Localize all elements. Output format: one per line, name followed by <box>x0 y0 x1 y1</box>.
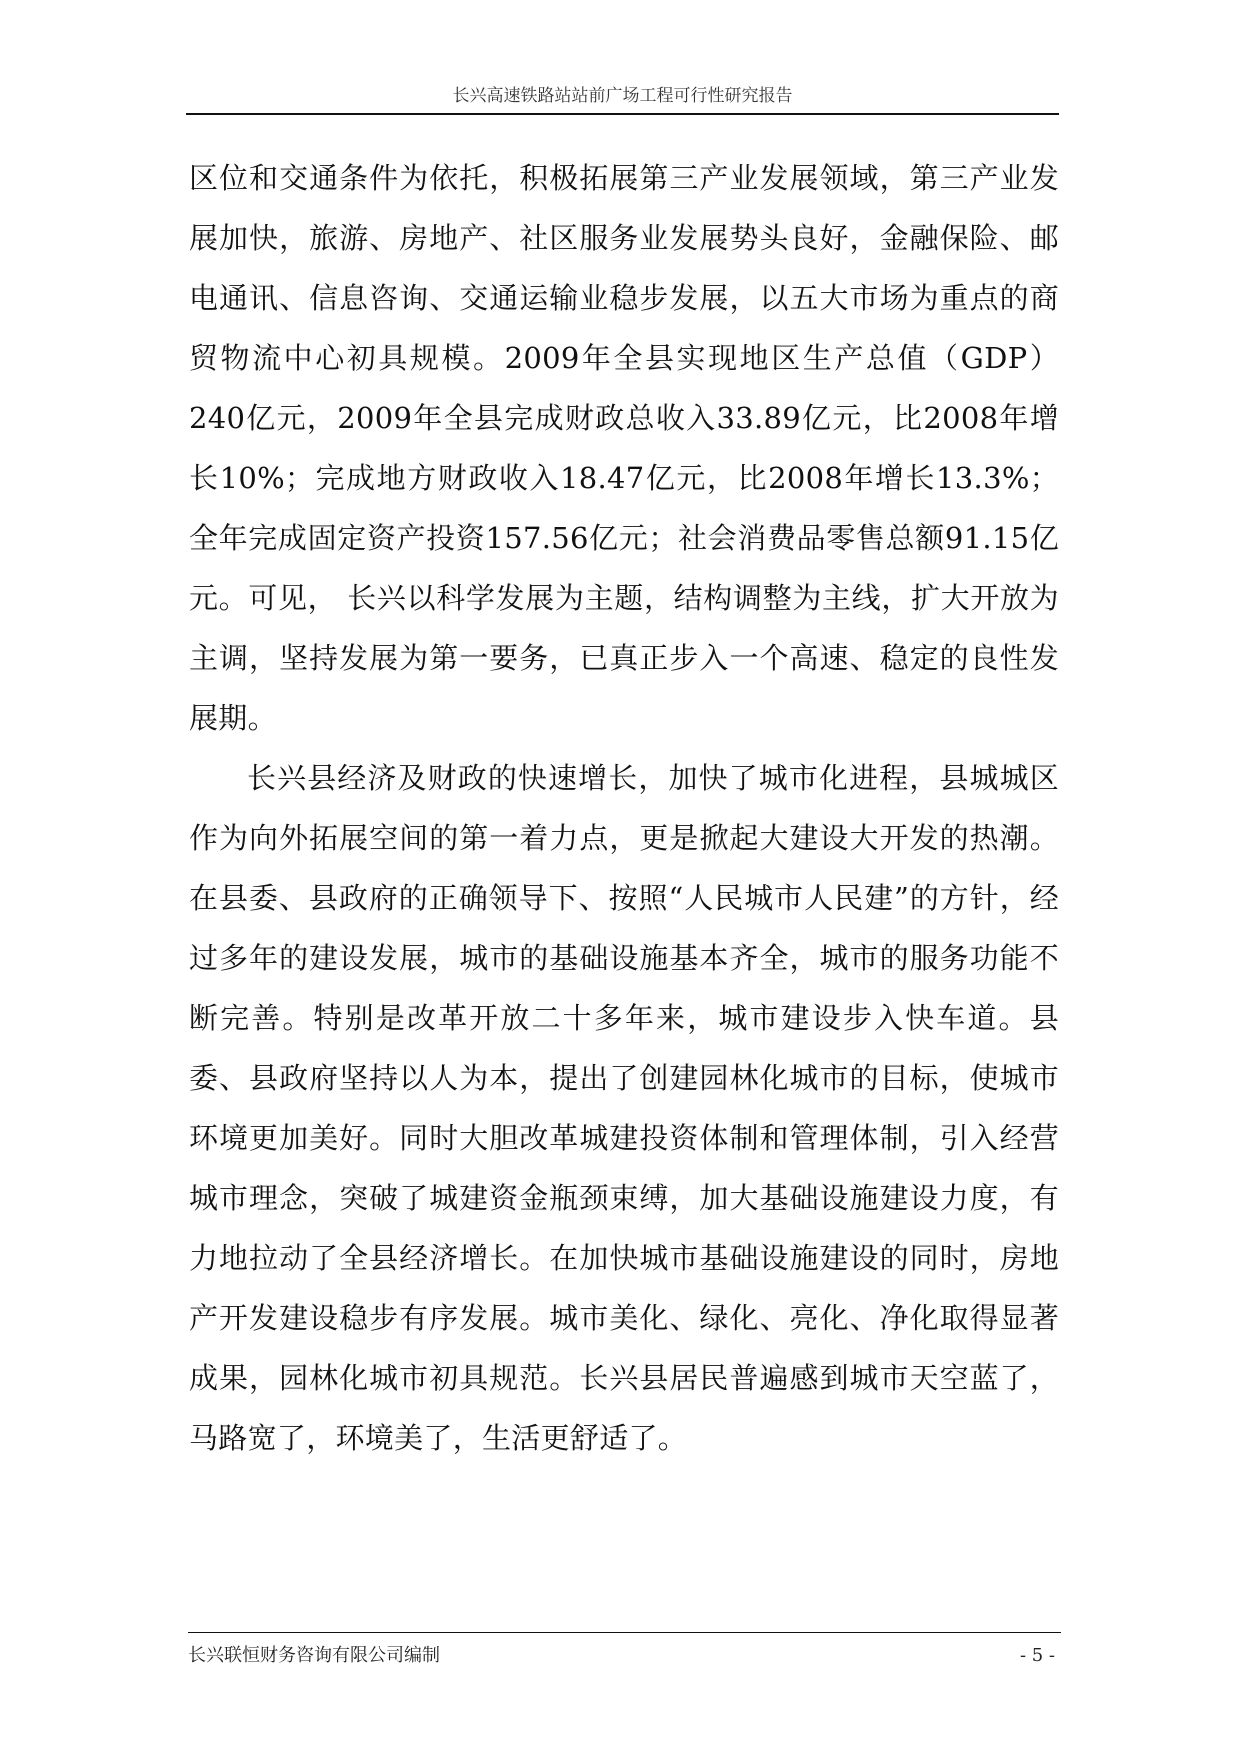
page-number: - 5 - <box>1019 1645 1055 1666</box>
document-body <box>189 148 1059 1468</box>
page-footer <box>188 1632 1061 1669</box>
page-header <box>186 83 1059 115</box>
header-title: 长兴高速铁路站站前广场工程可行性研究报告 <box>452 86 793 106</box>
paragraph-2: 长兴县经济及财政的快速增长，加快了城市化进程，县城城区作为向外拓展空间的第一着力点，更是掀起大建设大开发的热潮。在县委、县政府的正确领导下、按照“人民城市人民建”的方针，经过多年的建设发展，城市的基础设施基本齐全，城市的服务功能不断完善。特别是改革开放二十多年来，城市建设步入快车道。县委、县政府坚持以人为本，提出了创建园林化城市的目标，使城市环境更加美好。同时大胆改革城建投资体制和管理体制，引入经营城市理念，突破了城建资金瓶颈束缚，加大基础设施建设力度，有力地拉动了全县经济增长。在加快城市基础设施建设的同时，房地产开发建设稳步有序发展。城市美化、绿化、亮化、净化取得显著成果，园林化城市初具规范。长兴县居民普遍感到城市天空蓝了，马路宽了，环境美了，生活更舒适了。 <box>189 761 1059 1455</box>
footer-publisher: 长兴联恒财务咨询有限公司编制 <box>188 1645 440 1666</box>
paragraph-1: 区位和交通条件为依托，积极拓展第三产业发展领域，第三产业发展加快，旅游、房地产、社区服务业发展势头良好，金融保险、邮电通讯、信息咨询、交通运输业稳步发展，以五大市场为重点的商贸物流中心初具规模。2009年全县实现地区生产总值（GDP）240亿元，2009年全县完成财政总收入33.89亿元，比2008年增长10%；完成地方财政收入18.47亿元，比2008年增长13.3%；全年完成固定资产投资157.56亿元；社会消费品零售总额91.15亿元。可见， 长兴以科学发展为主题，结构调整为主线，扩大开放为主调，坚持发展为第一要务，已真正步入一个高速、稳定的良性发展期。 <box>189 161 1059 735</box>
